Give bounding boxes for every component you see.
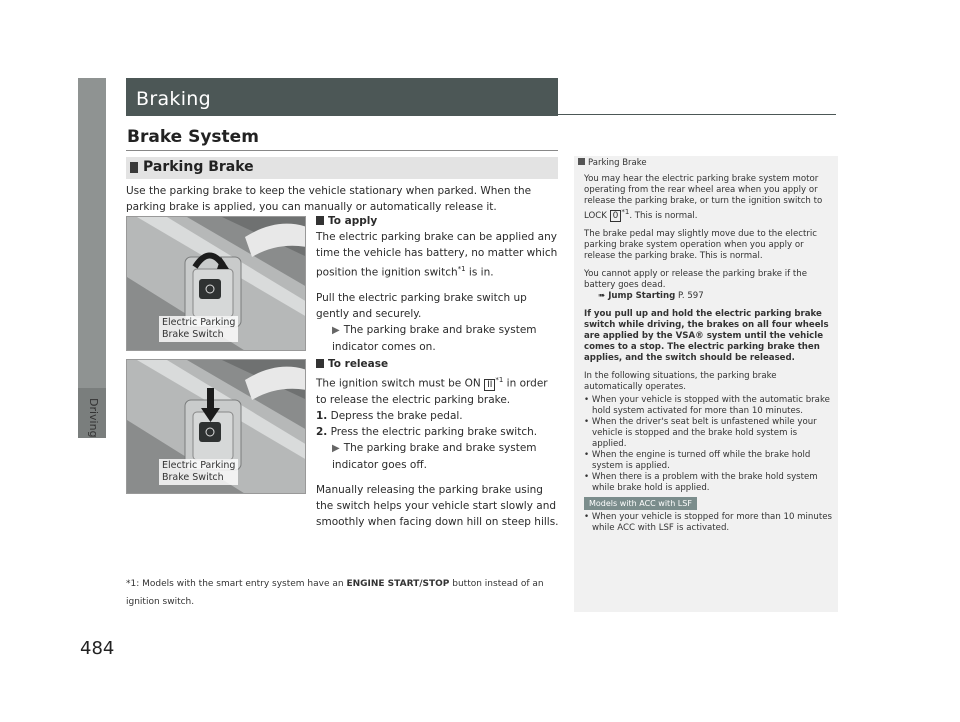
intro-paragraph: Use the parking brake to keep the vehicle stationary when parked. When the parking brake is applied, you can manually or automatically release it.	[126, 185, 532, 213]
sidebar-section-text: Driving	[87, 398, 100, 438]
footnote-ref: *1	[457, 265, 466, 273]
release-paragraph-1	[316, 372, 560, 408]
note-p1b: . This is normal.	[629, 210, 698, 221]
note-bullet-3: • When the engine is turned off while the brake hold system is applied.	[584, 449, 811, 471]
footnote-ref: *1	[621, 208, 630, 216]
note-body	[584, 174, 832, 534]
release-paragraph-2: Manually releasing the parking brake using the switch helps your vehicle start slowly and smoothly when facing down hill on steep hills.	[316, 483, 559, 528]
step-number: 1.	[316, 409, 328, 422]
note-paragraph-2: The brake pedal may slightly move due to the electric parking brake system operation when you apply or release the parking brake. This is normal.	[584, 228, 817, 261]
jump-starting-link-text: Jump Starting	[608, 290, 676, 301]
release-p1b: in order to release the electric parking brake.	[316, 377, 548, 406]
note-p3-text: You cannot apply or release the parking brake if the battery goes dead.	[584, 268, 808, 290]
jump-starting-link[interactable]	[584, 291, 704, 301]
note-bullet-text: When your vehicle is stopped for more than 10 minutes while ACC with LSF is activated.	[591, 511, 832, 533]
footnote	[126, 575, 566, 611]
photo-label-apply	[159, 316, 238, 342]
apply-paragraph-1	[316, 229, 560, 281]
lock-key-icon: 0	[610, 210, 622, 222]
note-bullet-4: • When there is a problem with the brake hold system while brake hold is applied.	[584, 471, 818, 493]
ignition-on-key-icon: II	[484, 379, 495, 391]
acc-model-badge: Models with ACC with LSF	[584, 497, 697, 510]
footnote-text-a: Models with the smart entry system have an	[142, 579, 347, 589]
apply-result	[316, 322, 560, 355]
footnote-ref: *1	[495, 376, 504, 384]
release-heading: To release	[328, 358, 389, 370]
jump-starting-page: P. 597	[678, 290, 704, 301]
footnote-bold: ENGINE START/STOP	[346, 579, 450, 589]
release-p1a: The ignition switch must be ON	[316, 377, 485, 390]
page-number: 484	[80, 638, 115, 659]
cross-ref-icon: ➠	[598, 290, 609, 301]
apply-heading: To apply	[328, 215, 378, 227]
apply-p1a: The electric parking brake can be applied any time the vehicle has battery, no matter which position the ignition switch	[316, 231, 558, 279]
note-paragraph-5: In the following situations, the parking brake automatically operates.	[584, 370, 777, 392]
release-result	[316, 440, 560, 473]
release-heading-row	[316, 356, 560, 372]
note-bullet-text: When your vehicle is stopped with the automatic brake hold system activated for more than 10 minutes.	[591, 394, 830, 416]
note-bullet-text: When the engine is turned off while the brake hold system is applied.	[591, 449, 811, 471]
apply-p1b: is in.	[465, 266, 494, 279]
note-panel	[574, 156, 838, 612]
sidebar-tab-active	[78, 78, 106, 388]
release-step1-text: Depress the brake pedal.	[330, 409, 463, 422]
release-step-2	[316, 424, 560, 440]
photo-apply-switch	[126, 216, 306, 351]
note-bullet-text: When there is a problem with the brake hold system while brake hold is applied.	[591, 471, 818, 493]
release-result-text: The parking brake and brake system indicator goes off.	[332, 441, 537, 471]
section-rule	[126, 150, 558, 151]
chapter-banner	[126, 78, 558, 116]
note-bullet-1: • When your vehicle is stopped with the automatic brake hold system activated for more than 10 minutes.	[584, 394, 830, 416]
release-block	[316, 356, 560, 530]
banner-rule	[558, 114, 836, 115]
square-bullet-icon	[316, 216, 324, 225]
note-paragraph-4: If you pull up and hold the electric parking brake switch while driving, the brakes on all four wheels are applied by the VSA® system until the vehicle comes to a stop. The electric parking brake then applies, and the switch should be released.	[584, 308, 829, 363]
footnote-text-b: button instead of an ignition switch.	[126, 579, 544, 607]
photo-label-line2: Brake Switch	[162, 329, 224, 340]
photo-label-line1: Electric Parking	[162, 317, 236, 328]
note-heading	[578, 158, 647, 168]
subsection-header	[126, 157, 558, 179]
subsection-title: Parking Brake	[143, 159, 254, 175]
note-bullet-text: When the driver's seat belt is unfastened while your vehicle is stopped and the brake hold system is applied.	[591, 416, 817, 449]
note-icon	[578, 158, 585, 165]
note-p1a: You may hear the electric parking brake system motor operating from the rear wheel area when you apply or release the parking brake, or turn the ignition switch to LOCK	[584, 174, 823, 221]
result-arrow-icon: ▶	[332, 324, 340, 336]
step-number: 2.	[316, 425, 328, 438]
footnote-mark: *1:	[126, 579, 140, 589]
apply-paragraph-2: Pull the electric parking brake switch up gently and securely.	[316, 291, 527, 320]
chapter-title: Braking	[136, 88, 211, 110]
photo-label-line2: Brake Switch	[162, 472, 224, 483]
note-bullet-acc: • When your vehicle is stopped for more than 10 minutes while ACC with LSF is activated.	[584, 511, 832, 533]
sidebar-section-label	[86, 398, 106, 458]
apply-heading-row	[316, 213, 560, 229]
release-step2-text: Press the electric parking brake switch.	[330, 425, 538, 438]
note-paragraph-1	[584, 174, 832, 222]
photo-label-line1: Electric Parking	[162, 460, 236, 471]
release-step-1	[316, 408, 560, 424]
result-arrow-icon: ▶	[332, 442, 340, 454]
photo-release-switch	[126, 359, 306, 494]
apply-result-text: The parking brake and brake system indicator comes on.	[332, 323, 537, 353]
photo-label-release	[159, 459, 238, 485]
note-bullet-2: • When the driver's seat belt is unfastened while your vehicle is stopped and the brake hold system is applied.	[584, 416, 817, 449]
subsection-marker	[130, 162, 138, 173]
square-bullet-icon	[316, 359, 324, 368]
section-title: Brake System	[127, 127, 259, 147]
apply-block	[316, 213, 560, 355]
note-paragraph-3	[584, 269, 832, 302]
note-heading-text: Parking Brake	[588, 158, 647, 168]
